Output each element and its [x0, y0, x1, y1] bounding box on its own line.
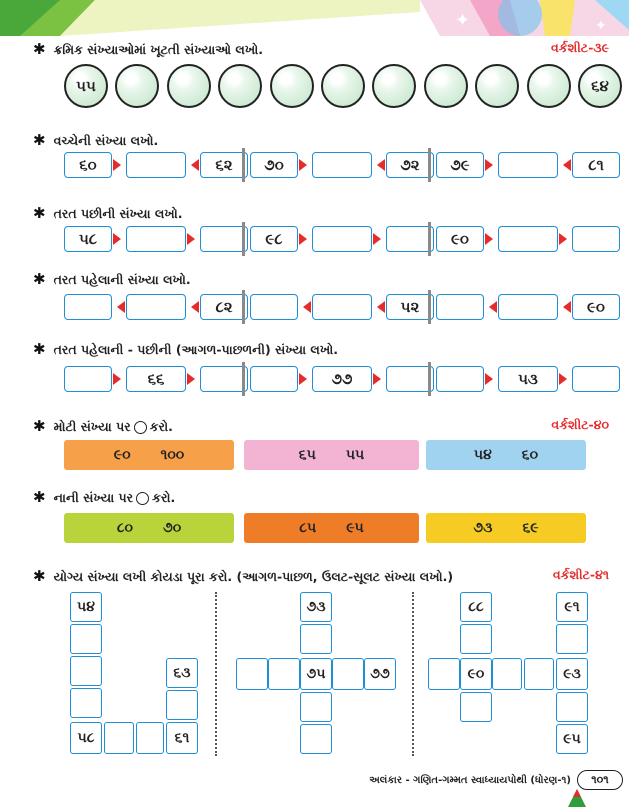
- puzzle-cell[interactable]: ૭૫: [300, 658, 332, 690]
- balloon[interactable]: [475, 64, 519, 108]
- balloon[interactable]: [321, 64, 365, 108]
- number-box[interactable]: [498, 226, 558, 252]
- arrow-icon: [373, 233, 381, 245]
- balloon: ૬૪: [578, 64, 622, 108]
- number-box[interactable]: [498, 152, 558, 178]
- star-icon: ✱: [33, 270, 46, 288]
- question-6: ✱ મોટી સંખ્યા પર કરો.: [33, 417, 173, 435]
- number-box: ૭૦: [250, 152, 298, 178]
- number-box[interactable]: [498, 294, 558, 320]
- number-box: ૫૮: [64, 226, 112, 252]
- number-box[interactable]: [386, 366, 434, 392]
- number-box[interactable]: [312, 152, 372, 178]
- balloon[interactable]: [424, 64, 468, 108]
- worksheet-label: વર્કશીટ-૪૧: [552, 567, 609, 582]
- star-icon: ✱: [33, 567, 46, 585]
- puzzle-cell[interactable]: [556, 624, 588, 654]
- choice-number[interactable]: ૭૩: [473, 520, 493, 536]
- pencil-icon: [566, 789, 588, 809]
- arrow-icon: [191, 301, 199, 313]
- puzzle-cell[interactable]: ૮૮: [460, 592, 492, 622]
- divider: [428, 362, 431, 396]
- svg-text:✦: ✦: [595, 18, 607, 34]
- balloon[interactable]: [372, 64, 416, 108]
- arrow-icon: [113, 233, 121, 245]
- number-box: ૯૦: [436, 226, 484, 252]
- puzzle-cell[interactable]: ૯૫: [556, 724, 588, 754]
- arrow-icon: [489, 301, 497, 313]
- divider: [242, 148, 245, 182]
- number-box: ૬૦: [64, 152, 112, 178]
- arrow-icon: [559, 233, 567, 245]
- divider: [215, 592, 217, 756]
- puzzle-cell[interactable]: ૫૮: [70, 722, 102, 754]
- question-1: ✱ ક્રમિક સંખ્યાઓમાં ખૂટતી સંખ્યાઓ લખો.: [33, 40, 264, 58]
- divider: [242, 290, 245, 324]
- puzzle-cell[interactable]: [300, 624, 332, 654]
- star-icon: ✱: [33, 204, 46, 222]
- number-box[interactable]: [312, 294, 372, 320]
- choice-number[interactable]: ૬૯: [522, 520, 539, 536]
- number-box: ૬૨: [200, 152, 248, 178]
- circle-icon: [134, 421, 147, 434]
- number-box: ૮૨: [200, 294, 248, 320]
- number-box[interactable]: [250, 366, 298, 392]
- question-4: ✱ તરત પહેલાની સંખ્યા લખો.: [33, 270, 191, 288]
- arrow-icon: [559, 373, 567, 385]
- arrow-icon: [563, 301, 571, 313]
- number-box[interactable]: [386, 226, 434, 252]
- puzzle-cell[interactable]: [428, 658, 460, 690]
- header-decoration: [0, 0, 629, 36]
- arrow-icon: [187, 373, 195, 385]
- puzzle-cell[interactable]: [70, 624, 102, 654]
- svg-text:✦: ✦: [455, 10, 471, 31]
- question-2: ✱ વચ્ચેની સંખ્યા લખો.: [33, 131, 159, 149]
- puzzle-cell[interactable]: [70, 688, 102, 718]
- divider: [242, 362, 245, 396]
- number-box[interactable]: [64, 366, 112, 392]
- puzzle-cell[interactable]: [136, 722, 164, 754]
- number-box: ૯૮: [250, 226, 298, 252]
- puzzle-cell[interactable]: ૯૩: [556, 658, 588, 690]
- balloon[interactable]: [218, 64, 262, 108]
- arrow-icon: [303, 301, 311, 313]
- brush-stroke: [64, 440, 234, 470]
- puzzle-cell[interactable]: [492, 658, 522, 690]
- number-box: ૬૬: [126, 366, 186, 392]
- arrow-icon: [191, 159, 199, 171]
- choice-number[interactable]: ૭૦: [162, 520, 182, 536]
- number-box[interactable]: [200, 226, 248, 252]
- footer-text: અલંકાર - ગણિત-ગમ્મત સ્વાધ્યાયપોથી (ધોરણ-૧): [369, 775, 571, 786]
- number-box[interactable]: [126, 294, 186, 320]
- puzzle-cell[interactable]: ૭૩: [300, 592, 332, 622]
- choice-number[interactable]: ૧૦૦: [160, 447, 185, 463]
- number-box[interactable]: [436, 366, 484, 392]
- arrow-icon: [187, 233, 195, 245]
- puzzle-cell[interactable]: [104, 722, 134, 754]
- divider: [428, 290, 431, 324]
- arrow-icon: [377, 159, 385, 171]
- number-box: ૫૩: [498, 366, 558, 392]
- number-box: ૫૨: [386, 294, 434, 320]
- number-box: ૭૯: [436, 152, 484, 178]
- arrow-icon: [299, 373, 307, 385]
- puzzle-cell[interactable]: ૯૧: [556, 592, 588, 622]
- number-box: ૯૦: [572, 294, 620, 320]
- puzzle-cell[interactable]: ૬૩: [166, 658, 198, 688]
- puzzle-cell[interactable]: [300, 692, 332, 722]
- arrow-icon: [377, 301, 385, 313]
- choice-number[interactable]: ૫૫: [345, 447, 365, 463]
- worksheet-label: વર્કશીટ-૪૦: [551, 417, 609, 432]
- puzzle-cell[interactable]: ૫૪: [70, 592, 102, 622]
- puzzle-cell[interactable]: [460, 624, 492, 654]
- choice-number[interactable]: ૮૫: [299, 520, 317, 536]
- divider: [412, 592, 414, 756]
- number-box[interactable]: [126, 226, 186, 252]
- puzzle-cell[interactable]: ૯૦: [460, 658, 492, 690]
- brush-stroke: [64, 513, 234, 543]
- question-3: ✱ તરત પછીની સંખ્યા લખો.: [33, 204, 183, 222]
- number-box[interactable]: [64, 294, 112, 320]
- arrow-icon: [563, 159, 571, 171]
- puzzle-cell[interactable]: [556, 692, 588, 722]
- arrow-icon: [485, 373, 493, 385]
- puzzle-cell[interactable]: ૭૭: [364, 658, 396, 690]
- arrow-icon: [373, 373, 381, 385]
- page-number: ૧૦૧: [577, 770, 623, 790]
- puzzle-cell[interactable]: [524, 658, 554, 690]
- puzzle-cell[interactable]: [70, 656, 102, 686]
- number-box[interactable]: [572, 366, 620, 392]
- question-5: ✱ તરત પહેલાની - પછીની (આગળ-પાછળની) સંખ્યા લખો.: [33, 340, 339, 358]
- choice-number[interactable]: ૮૦: [116, 520, 133, 536]
- number-box: ૮૧: [572, 152, 620, 178]
- choice-number[interactable]: ૫૪: [473, 447, 492, 463]
- worksheet-label: વર્કશીટ-૩૯: [550, 40, 609, 55]
- arrow-icon: [299, 159, 307, 171]
- brush-stroke: [426, 440, 586, 470]
- puzzle-cell[interactable]: [236, 658, 268, 690]
- puzzle-cell[interactable]: [332, 658, 364, 690]
- arrow-icon: [485, 233, 493, 245]
- puzzle-cell[interactable]: [300, 724, 332, 754]
- star-icon: ✱: [33, 488, 46, 506]
- arrow-icon: [299, 233, 307, 245]
- choice-number[interactable]: ૬૫: [298, 447, 316, 463]
- balloon[interactable]: [115, 64, 159, 108]
- arrow-icon: [113, 373, 121, 385]
- number-box[interactable]: [250, 294, 298, 320]
- number-box[interactable]: [436, 294, 484, 320]
- star-icon: ✱: [33, 417, 46, 435]
- choice-number[interactable]: ૯૫: [346, 520, 364, 536]
- number-box: ૭૭: [312, 366, 372, 392]
- brush-stroke: [244, 513, 419, 543]
- puzzle-cell[interactable]: [460, 692, 492, 722]
- number-box[interactable]: [572, 226, 620, 252]
- puzzle-cell[interactable]: [166, 690, 198, 720]
- circle-icon: [136, 492, 149, 505]
- star-icon: ✱: [33, 131, 46, 149]
- balloon[interactable]: [527, 64, 571, 108]
- question-8: ✱ યોગ્ય સંખ્યા લખી કોયડા પૂરા કરો. (આગળ-પાછળ, ઉલટ-સૂલટ સંખ્યા લખો.): [33, 567, 454, 585]
- star-icon: ✱: [33, 340, 46, 358]
- puzzle-cell[interactable]: ૬૧: [166, 722, 198, 754]
- balloon[interactable]: [270, 64, 314, 108]
- divider: [242, 222, 245, 256]
- arrow-icon: [113, 159, 121, 171]
- puzzle-cell[interactable]: [268, 658, 300, 690]
- divider: [428, 148, 431, 182]
- divider: [428, 222, 431, 256]
- question-7: ✱ નાની સંખ્યા પર કરો.: [33, 488, 176, 506]
- choice-number[interactable]: ૯૦: [113, 447, 131, 463]
- arrow-icon: [485, 159, 493, 171]
- choice-number[interactable]: ૬૦: [521, 447, 539, 463]
- number-box: ૭૨: [386, 152, 434, 178]
- star-icon: ✱: [33, 40, 46, 58]
- brush-stroke: [244, 440, 419, 470]
- arrow-icon: [117, 301, 125, 313]
- brush-stroke: [426, 513, 586, 543]
- balloon[interactable]: [167, 64, 211, 108]
- number-box[interactable]: [126, 152, 186, 178]
- balloon: ૫૫: [64, 64, 108, 108]
- number-box[interactable]: [312, 226, 372, 252]
- number-box[interactable]: [200, 366, 248, 392]
